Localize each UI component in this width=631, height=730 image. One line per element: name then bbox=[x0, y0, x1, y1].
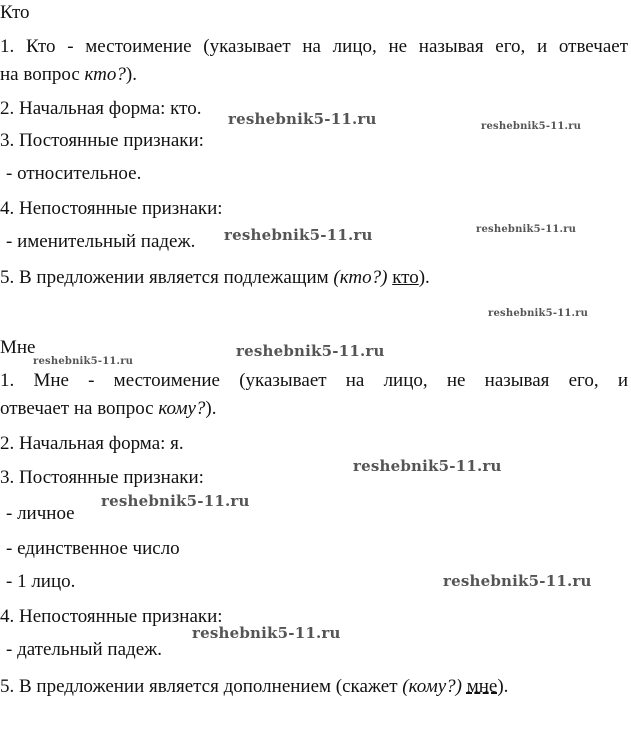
kto-item-4: 4. Непостоянные признаки: bbox=[0, 198, 223, 219]
kto-item-3-sub-1: - относительное. bbox=[6, 163, 142, 184]
kto-item-4-sub-1: - именительный падеж. bbox=[6, 231, 196, 252]
watermark-text: reshebnik5-11.ru bbox=[101, 492, 250, 510]
kto-item-5-suffix: ). bbox=[418, 267, 430, 288]
section-heading-kto: Кто bbox=[0, 2, 30, 23]
kto-item-1-line-1: 1. Кто - местоимение (указывает на лицо, не называя его, и отвечает bbox=[0, 36, 628, 57]
kto-item-5-question: (кто?) bbox=[333, 267, 388, 288]
watermark-text: reshebnik5-11.ru bbox=[224, 226, 373, 244]
watermark-text: reshebnik5-11.ru bbox=[353, 457, 502, 475]
mne-item-1-line-1: 1. Мне - местоимение (указывает на лицо, не называя его, и bbox=[0, 370, 628, 391]
mne-item-1-line-2 bbox=[0, 398, 216, 420]
watermark-text: reshebnik5-11.ru bbox=[443, 572, 592, 590]
section-heading-mne: Мне bbox=[0, 337, 36, 358]
watermark-text: reshebnik5-11.ru bbox=[192, 624, 341, 642]
mne-item-5-question: (кому?) bbox=[402, 676, 462, 697]
mne-item-5-word: мне bbox=[466, 676, 498, 697]
kto-item-5 bbox=[0, 267, 430, 289]
mne-item-3-sub-2: - единственное число bbox=[6, 538, 180, 559]
mne-item-1-suffix: ). bbox=[205, 398, 217, 419]
mne-item-5 bbox=[0, 676, 508, 698]
kto-item-1-prefix: на вопрос bbox=[0, 64, 85, 85]
mne-item-4-sub-1: - дательный падеж. bbox=[6, 639, 162, 660]
mne-item-5-suffix: ). bbox=[497, 676, 509, 697]
mne-item-2: 2. Начальная форма: я. bbox=[0, 433, 184, 454]
watermark-text: reshebnik5-11.ru bbox=[228, 110, 377, 128]
watermark-text: reshebnik5-11.ru bbox=[33, 356, 134, 367]
kto-item-1-question: кто? bbox=[84, 64, 126, 85]
mne-item-3: 3. Постоянные признаки: bbox=[0, 467, 204, 488]
kto-item-2: 2. Начальная форма: кто. bbox=[0, 98, 202, 119]
watermark-text: reshebnik5-11.ru bbox=[476, 224, 577, 235]
mne-item-5-prefix: 5. В предложении является дополнением (скажет bbox=[0, 676, 403, 697]
mne-item-3-sub-3: - 1 лицо. bbox=[6, 571, 76, 592]
kto-item-1-line-2 bbox=[0, 64, 137, 86]
mne-item-3-sub-1: - личное bbox=[6, 503, 75, 524]
kto-item-5-word: кто bbox=[392, 267, 419, 288]
kto-item-1-suffix: ). bbox=[125, 64, 137, 85]
kto-item-3: 3. Постоянные признаки: bbox=[0, 130, 204, 151]
watermark-text: reshebnik5-11.ru bbox=[488, 308, 589, 319]
watermark-text: reshebnik5-11.ru bbox=[481, 121, 582, 132]
mne-item-4: 4. Непостоянные признаки: bbox=[0, 606, 223, 627]
kto-item-5-prefix: 5. В предложении является подлежащим bbox=[0, 267, 334, 288]
mne-item-1-prefix: отвечает на вопрос bbox=[0, 398, 159, 419]
mne-item-1-question: кому? bbox=[158, 398, 206, 419]
watermark-text: reshebnik5-11.ru bbox=[236, 342, 385, 360]
